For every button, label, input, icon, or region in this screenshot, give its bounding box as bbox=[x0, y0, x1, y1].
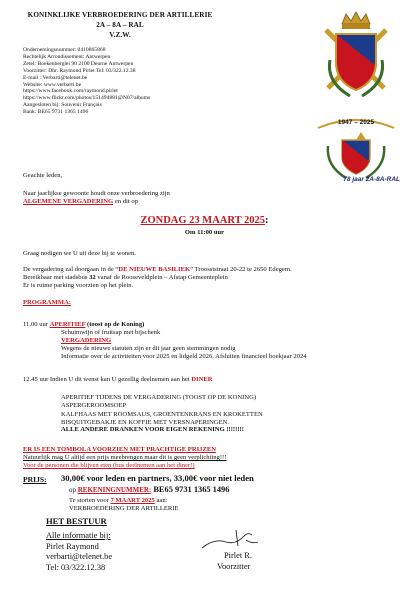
prijs-label: PRIJS: bbox=[23, 475, 47, 484]
bus-post: vanaf de Rooseveldplein – Afstap Gemeenteplein bbox=[95, 274, 228, 281]
program-vergadering: VERGADERING bbox=[61, 337, 112, 344]
storten-pre: Te storten voor bbox=[69, 497, 111, 504]
contact-block bbox=[46, 531, 112, 573]
rekening-line bbox=[69, 486, 229, 494]
rekening-number: BE65 9731 1365 1496 bbox=[151, 485, 230, 494]
menu-list bbox=[61, 394, 263, 427]
tombola-line: ER IS EEN TOMBOLA VOORZIEN MET PRACHTIGE PRIJZEN bbox=[23, 446, 217, 453]
info-line: Voorzitter: Dhr. Raymond Pirlet Tel: 03/322.12.38 bbox=[23, 67, 136, 74]
org-info bbox=[23, 47, 150, 116]
rekening-label: REKENINGNUMMER: bbox=[77, 486, 152, 494]
info-line: Rechtelijk Arrondissement: Antwerpen bbox=[23, 53, 111, 60]
program-diner: DINER bbox=[191, 376, 213, 383]
tombola-note: Natuurlijk mag U altijd een prijs meebrengen maar dit is geen verplichting!!! bbox=[23, 454, 227, 461]
menu-drinks-note: ALLE ANDERE DRANKEN VOOR EIGEN REKENING !!!!!!!! bbox=[61, 426, 244, 433]
intro-line-2 bbox=[23, 198, 138, 206]
anniversary-caption: 78 jaar 2A-8A-RAL bbox=[343, 176, 400, 183]
org-title: KONINKLIJKE VERBROEDERING DER ARTILLERIE bbox=[27, 11, 213, 19]
diner-note: Voor de personen die blijven eten (bus deelnemen aan het diner!) bbox=[23, 462, 195, 469]
event-date-colon: : bbox=[265, 215, 269, 226]
program-time-2: 12.45 uur Indien U dit wenst kan U gezellig deelnemen aan het bbox=[23, 376, 192, 383]
location-pre: De vergadering zal doorgaan in de “ bbox=[23, 266, 119, 273]
program-line-b: Informatie over de activiteiten voor 2025 en lidgeld 2026. Afsluiten financieel boekjaar 2024 bbox=[61, 353, 307, 360]
program-line-a: Wegens de nieuwe statuten zijn er dit jaar geen stemmingen nodig bbox=[61, 345, 236, 352]
location-post: ” Troosststraat 20-22 te 2650 Edegem. bbox=[190, 266, 292, 273]
contact-name: Pirlet Raymond bbox=[46, 541, 99, 551]
contact-label: Alle informatie bij: bbox=[46, 531, 111, 540]
contact-tel: Tel: 03/322.12.38 bbox=[46, 562, 106, 572]
bus-number: 32 bbox=[89, 274, 96, 281]
event-date-text: ZONDAG 23 MAART 2025 bbox=[140, 215, 266, 226]
contact-email: verbarti@telenet.be bbox=[46, 552, 113, 561]
info-line: Zetel: Boekenberglei 90 2100 Deurne Antwerpen bbox=[23, 60, 134, 67]
menu-item: BISQUITGEBAKJE EN KOFFIE MET VERSNAPERINGEN. bbox=[61, 418, 230, 426]
invite-line: Graag nodigen we U uit deze bij te wonen. bbox=[23, 250, 136, 257]
storten-date: 7 MAART 2025 bbox=[110, 497, 155, 504]
menu-item: ASPERGEROOMSOEP bbox=[61, 402, 127, 410]
event-time: Om 11:00 uur bbox=[184, 229, 225, 236]
venue-name: DE NIEUWE BASILIEK bbox=[118, 266, 191, 273]
menu-item: APERITIEF TIJDENS DE VERGADERING (TOOST OP DE KONING) bbox=[61, 394, 257, 401]
intro-end: en dit op bbox=[113, 198, 138, 205]
event-date bbox=[0, 215, 409, 226]
program-wine: Schuimwijn of fruitsap met bijschenk bbox=[61, 329, 161, 336]
rekening-op: op bbox=[69, 486, 78, 494]
info-line: Aangesloten bij: Souvenir Français bbox=[23, 102, 102, 109]
regiment-emblem-logo bbox=[320, 10, 392, 105]
org-vzw: V.Z.W. bbox=[109, 31, 131, 39]
algemene-vergadering: ALGEMENE VERGADERING bbox=[23, 198, 114, 205]
info-line: https://www.flickr.com/photos/151494881@N07/albums bbox=[23, 95, 151, 102]
intro-line: Naar jaarlijkse gewoonte houdt onze verbroedering zijn bbox=[23, 190, 170, 197]
prijs-text: 30,00€ voor leden en partners, 33,00€ voor niet leden bbox=[61, 473, 254, 483]
info-line: Ondernemingsnummer: 0410865868 bbox=[23, 47, 106, 53]
program-time-1: 11.00 uur bbox=[23, 321, 49, 328]
storten-aan: VERBROEDERING DER ARTILLERIE bbox=[69, 505, 179, 512]
signature-role: Voorzitter bbox=[217, 562, 251, 571]
info-line: https://www.facebook.com/raymond.pirlet bbox=[23, 88, 118, 95]
program-diner-line bbox=[23, 376, 213, 384]
org-units: 2A – 8A – RAL bbox=[96, 21, 144, 29]
info-line: Bank: BE65 9731 1365 1496 bbox=[23, 109, 89, 116]
info-line: E-mail : Verbarti@telenet.be bbox=[23, 74, 88, 81]
storten-post: aan: bbox=[154, 497, 168, 504]
anniversary-years: 1947 – 2025 bbox=[337, 119, 375, 126]
anniversary-logo bbox=[312, 112, 400, 186]
program-aperitief: APERITIEF bbox=[49, 321, 86, 328]
bus-pre: Bereikbaar met stadsbus bbox=[23, 274, 90, 281]
info-line: Website: www.verbarti.be bbox=[23, 81, 82, 88]
programma-heading: PROGRAMMA: bbox=[23, 299, 71, 306]
signature-name: Pirlet R. bbox=[224, 551, 252, 560]
menu-item: KALFHAAS MET ROOMSAUS, GROENTENKRANS EN KROKETTEN bbox=[61, 410, 263, 418]
parking-line: Er is ruime parking voorzien op het plein. bbox=[23, 282, 134, 289]
greeting: Geachte leden, bbox=[23, 172, 63, 179]
bestuur-heading: HET BESTUUR bbox=[46, 516, 107, 526]
program-aperitief-note: (toost op de Koning) bbox=[85, 321, 145, 328]
